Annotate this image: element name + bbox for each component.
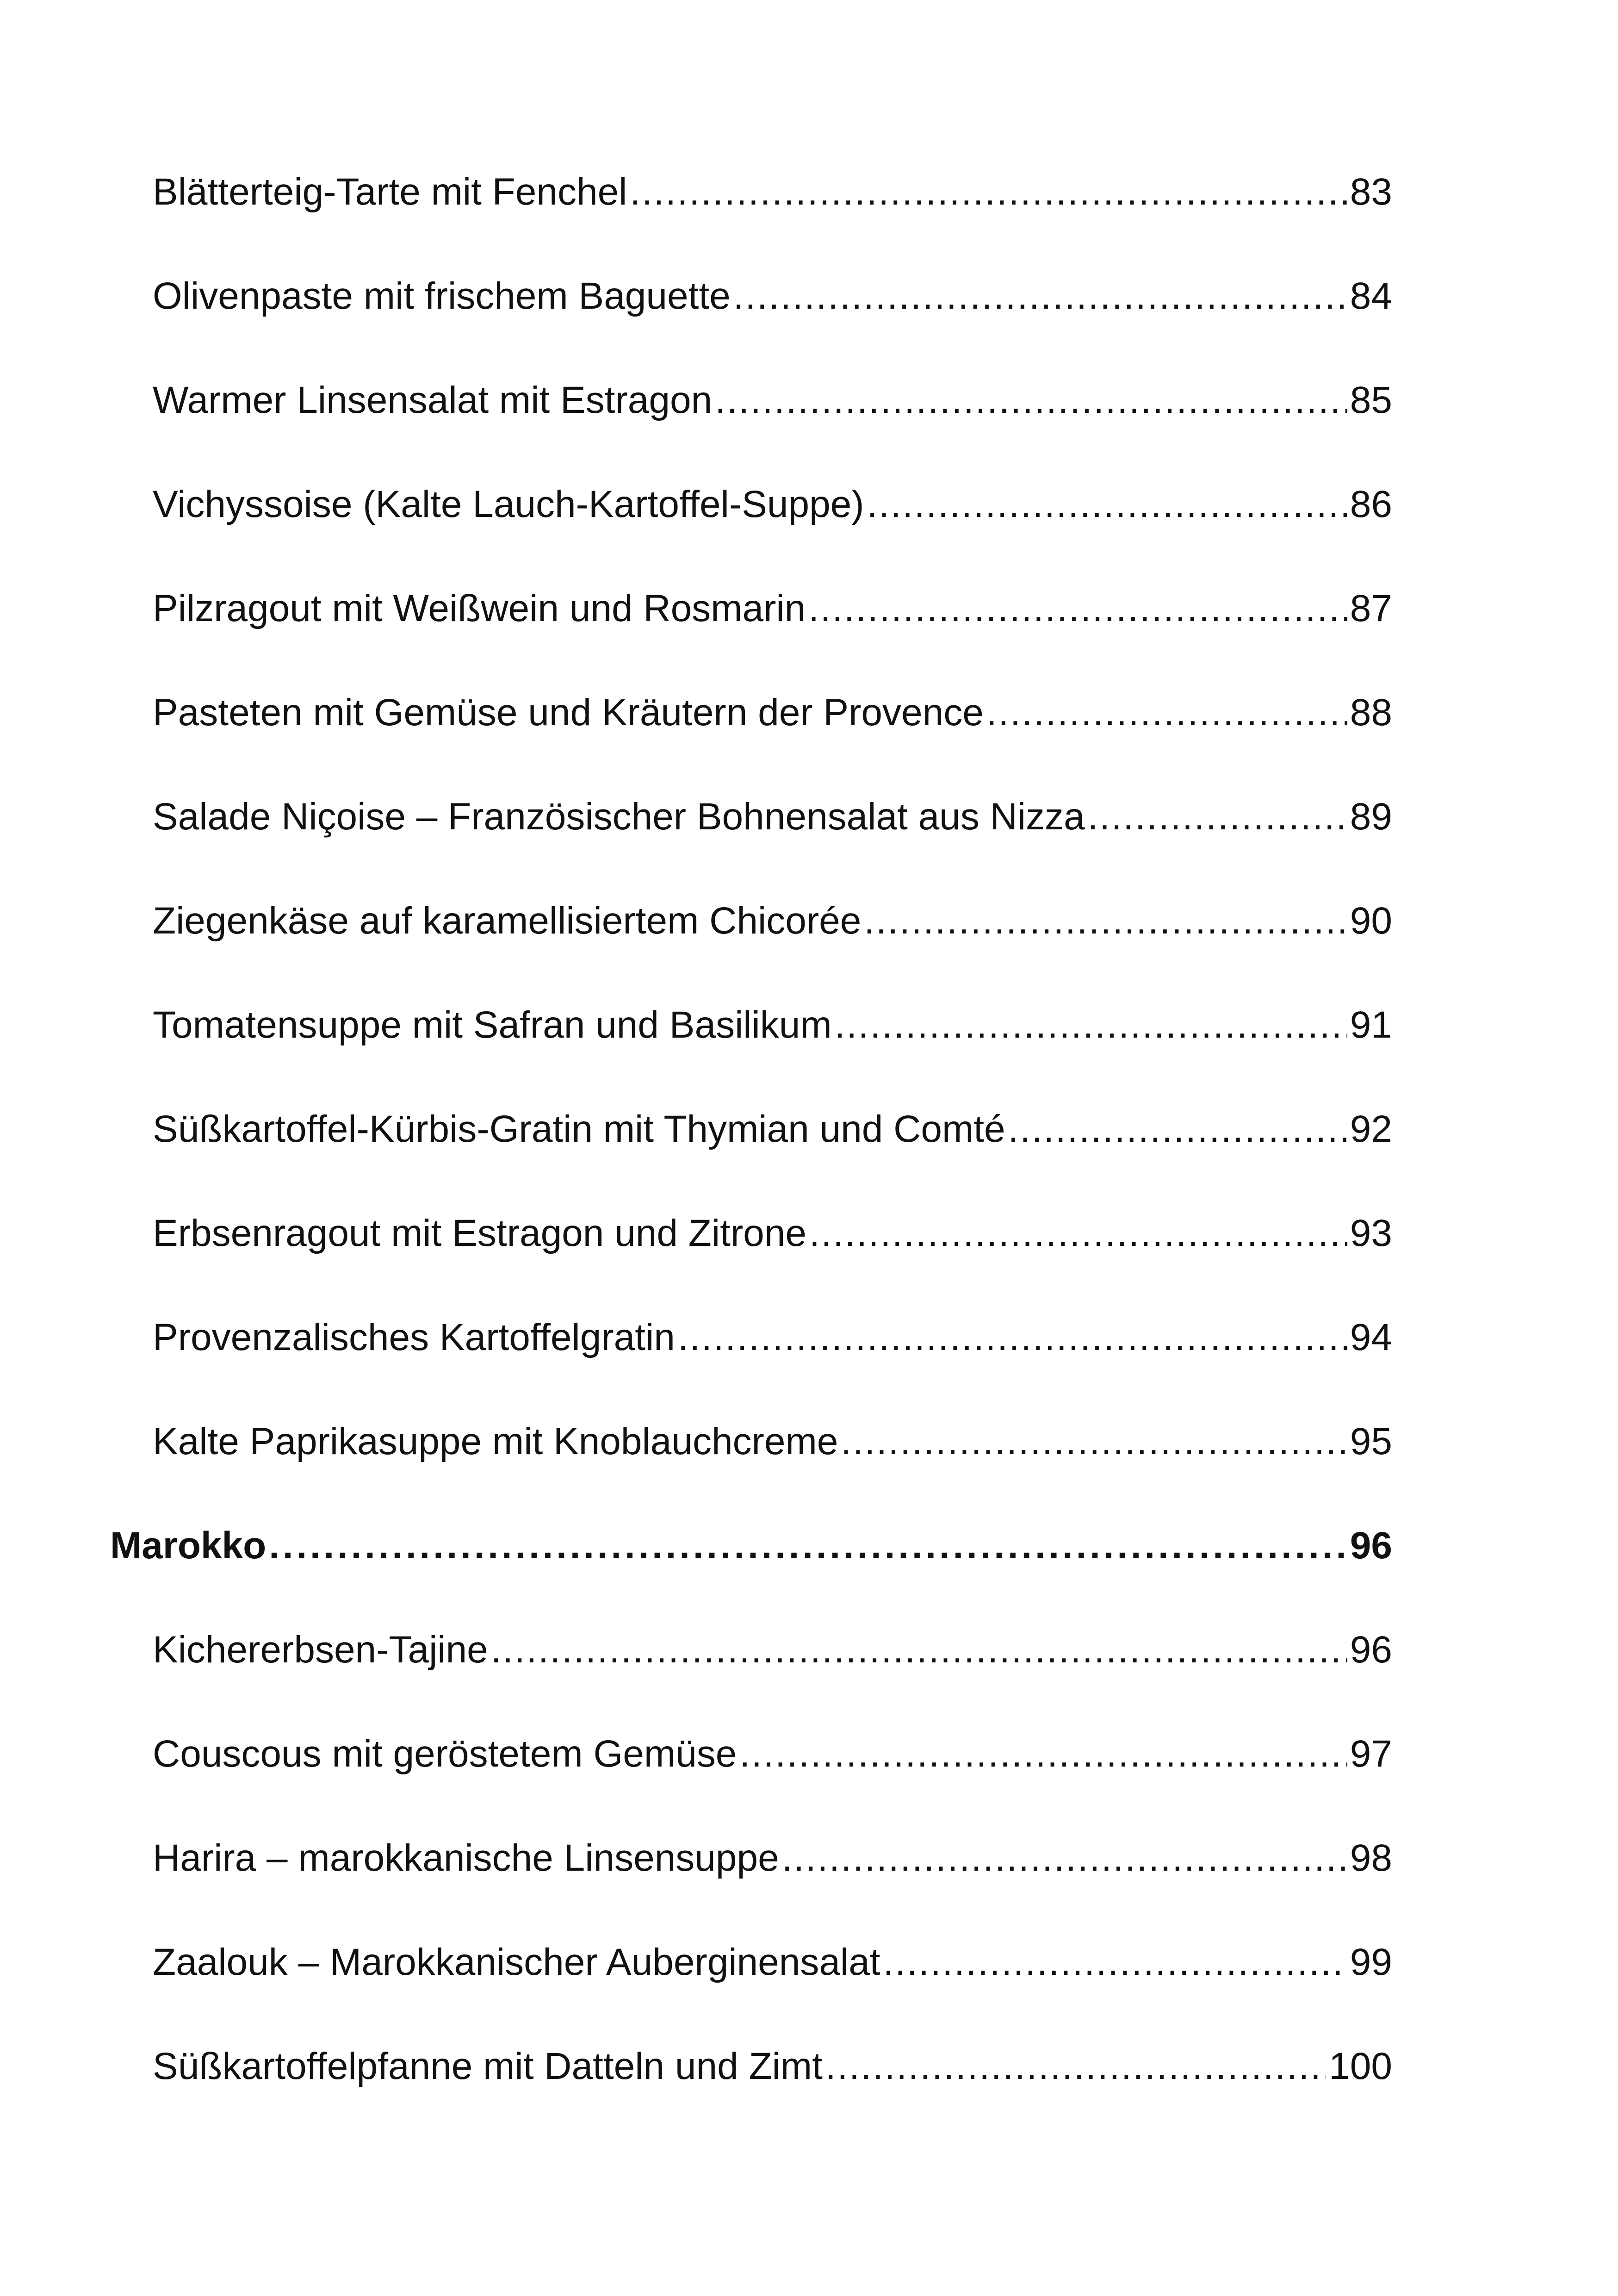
toc-page-number: 84 bbox=[1350, 275, 1392, 317]
toc-entry[interactable] bbox=[153, 1935, 1392, 1990]
toc-entry[interactable] bbox=[153, 2039, 1392, 2094]
toc-page-number: 99 bbox=[1350, 1941, 1392, 1983]
toc-entry[interactable] bbox=[153, 789, 1392, 845]
toc-entry[interactable] bbox=[153, 1206, 1392, 1261]
toc-page-number: 91 bbox=[1350, 1004, 1392, 1046]
dot-leader bbox=[630, 164, 1347, 220]
dot-leader bbox=[715, 373, 1347, 428]
toc-entry[interactable] bbox=[153, 1830, 1392, 1886]
toc-entry-title: Blätterteig-Tarte mit Fenchel bbox=[153, 171, 627, 213]
toc-page-number: 95 bbox=[1350, 1420, 1392, 1462]
dot-leader bbox=[1008, 1101, 1347, 1157]
toc-entry[interactable] bbox=[153, 685, 1392, 740]
dot-leader bbox=[739, 1726, 1347, 1782]
dot-leader bbox=[1088, 789, 1347, 845]
toc-page-number: 97 bbox=[1350, 1733, 1392, 1775]
toc-page-number: 90 bbox=[1350, 900, 1392, 942]
dot-leader bbox=[808, 581, 1347, 636]
toc-page-number: 83 bbox=[1350, 171, 1392, 213]
toc-entry[interactable] bbox=[153, 581, 1392, 636]
toc-section-heading[interactable] bbox=[110, 1518, 1392, 1574]
toc-entry-title: Pilzragout mit Weißwein und Rosmarin bbox=[153, 587, 806, 629]
toc-page-number: 96 bbox=[1350, 1524, 1392, 1567]
toc-entry-title: Zaalouk – Marokkanischer Auberginensalat bbox=[153, 1941, 880, 1983]
toc-entry-title: Provenzalisches Kartoffelgratin bbox=[153, 1316, 675, 1358]
dot-leader bbox=[864, 893, 1347, 949]
toc-entry[interactable] bbox=[153, 1101, 1392, 1157]
toc-entry-title: Erbsenragout mit Estragon und Zitrone bbox=[153, 1212, 806, 1254]
toc-entry[interactable] bbox=[153, 1726, 1392, 1782]
toc-entry-title: Olivenpaste mit frischem Baguette bbox=[153, 275, 731, 317]
toc-entry[interactable] bbox=[153, 373, 1392, 428]
toc-page-number: 89 bbox=[1350, 796, 1392, 838]
toc-entry-title: Vichyssoise (Kalte Lauch-Kartoffel-Suppe) bbox=[153, 483, 864, 525]
toc-entry-title: Kalte Paprikasuppe mit Knoblauchcreme bbox=[153, 1420, 838, 1462]
dot-leader bbox=[491, 1622, 1347, 1678]
toc-entry-title: Kichererbsen-Tajine bbox=[153, 1629, 488, 1671]
dot-leader bbox=[867, 477, 1347, 532]
toc-entry-title: Harira – marokkanische Linsensuppe bbox=[153, 1837, 779, 1879]
toc-entry-title: Süßkartoffel-Kürbis-Gratin mit Thymian und Comté bbox=[153, 1108, 1005, 1150]
toc-page-number: 93 bbox=[1350, 1212, 1392, 1254]
toc-page-number: 85 bbox=[1350, 379, 1392, 421]
dot-leader bbox=[809, 1206, 1347, 1261]
toc-page-number: 100 bbox=[1329, 2045, 1392, 2087]
dot-leader bbox=[883, 1935, 1347, 1990]
toc-entry[interactable] bbox=[153, 477, 1392, 532]
dot-leader bbox=[825, 2039, 1326, 2094]
toc-entry-title: Pasteten mit Gemüse und Kräutern der Provence bbox=[153, 691, 984, 734]
toc-entry[interactable] bbox=[153, 1622, 1392, 1678]
toc-entry[interactable] bbox=[153, 893, 1392, 949]
toc-page-number: 92 bbox=[1350, 1108, 1392, 1150]
dot-leader bbox=[678, 1310, 1347, 1365]
toc-entry-title: Salade Niçoise – Französischer Bohnensalat aus Nizza bbox=[153, 796, 1085, 838]
toc-entry[interactable] bbox=[153, 164, 1392, 220]
toc-page-number: 96 bbox=[1350, 1629, 1392, 1671]
dot-leader bbox=[841, 1414, 1347, 1469]
dot-leader bbox=[782, 1830, 1347, 1886]
toc-entry-title: Warmer Linsensalat mit Estragon bbox=[153, 379, 713, 421]
dot-leader bbox=[269, 1518, 1347, 1574]
toc-page-number: 88 bbox=[1350, 691, 1392, 734]
toc-entry-title: Couscous mit geröstetem Gemüse bbox=[153, 1733, 737, 1775]
toc-entry[interactable] bbox=[153, 997, 1392, 1053]
toc-page-number: 94 bbox=[1350, 1316, 1392, 1358]
toc-entry[interactable] bbox=[153, 1414, 1392, 1469]
toc-page-number: 98 bbox=[1350, 1837, 1392, 1879]
dot-leader bbox=[733, 268, 1347, 324]
toc-page-number: 87 bbox=[1350, 587, 1392, 629]
toc-entry-title: Tomatensuppe mit Safran und Basilikum bbox=[153, 1004, 832, 1046]
dot-leader bbox=[835, 997, 1347, 1053]
toc-entry-title: Ziegenkäse auf karamellisiertem Chicorée bbox=[153, 900, 862, 942]
toc-page-number: 86 bbox=[1350, 483, 1392, 525]
toc-section-title: Marokko bbox=[110, 1524, 267, 1567]
toc-entry[interactable] bbox=[153, 268, 1392, 324]
toc-entry[interactable] bbox=[153, 1310, 1392, 1365]
dot-leader bbox=[986, 685, 1347, 740]
toc-entry-title: Süßkartoffelpfanne mit Datteln und Zimt bbox=[153, 2045, 823, 2087]
